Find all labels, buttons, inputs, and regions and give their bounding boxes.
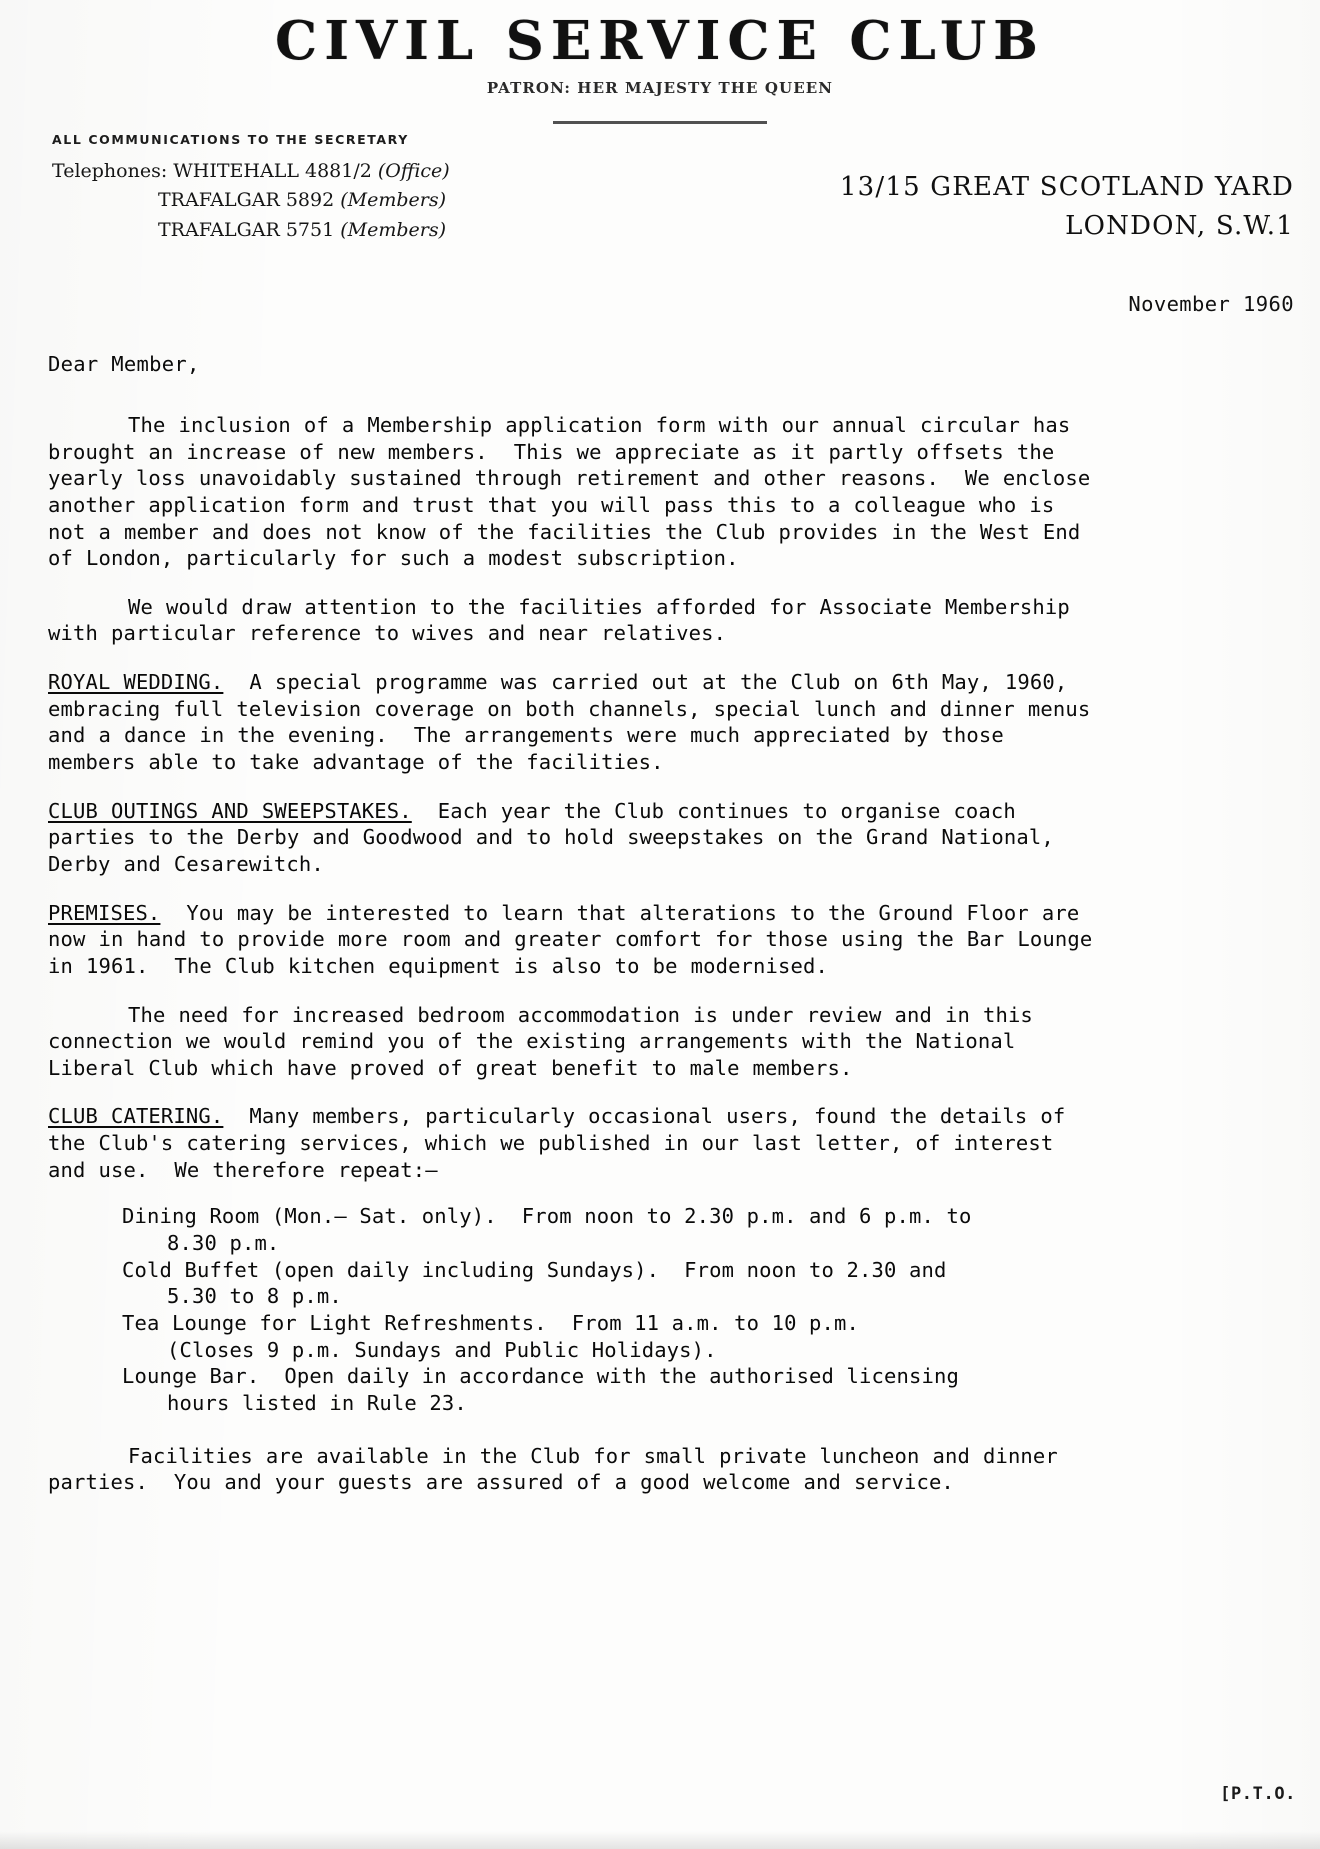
paragraph-membership <box>48 412 1104 572</box>
contact-block <box>52 132 512 245</box>
paragraph-associate-text: We would draw attention to the facilities afforded for Associate Membership with particular reference to wives and near relatives. <box>48 594 1083 646</box>
catering-item-cont: (Closes 9 p.m. Sundays and Public Holidays). <box>167 1337 717 1362</box>
section-premises <box>48 900 1106 980</box>
section-body-royal-wedding: A special programme was carried out at the Club on 6th May, 1960, embracing full television coverage on both channels, special lunch and dinner menus and a dance in the evening. The arrangements were much appreciated by those members able to take advantage of the facilities. <box>48 670 1104 775</box>
paragraph-associate <box>48 594 1100 647</box>
patron-line: PATRON: HER MAJESTY THE QUEEN <box>486 78 834 97</box>
catering-list <box>48 1203 1100 1416</box>
catering-item-cont: 8.30 p.m. <box>167 1231 280 1256</box>
pto-marker: [P.T.O. <box>1220 1784 1296 1804</box>
paragraph-bedroom <box>48 1002 1100 1082</box>
section-royal-wedding <box>48 669 1104 776</box>
salutation: Dear Member, <box>48 352 200 376</box>
section-heading-royal-wedding: ROYAL WEDDING. <box>48 670 224 695</box>
address-line-2: LONDON, S.W.1 <box>1065 211 1294 241</box>
section-heading-premises: PREMISES. <box>48 900 161 925</box>
paragraph-membership-text: The inclusion of a Membership application form with our annual circular has brought an increase of new members. This we appreciate as it partly offsets the yearly loss unavoidably sustained through retirement and other reasons. We enclose another application form and trust that you will pass this to a colleague who is not a member and does not know of the facilities the Club provides in the West End of London, particularly for such a modest subscription. <box>48 413 1104 571</box>
section-club-outings <box>48 798 1100 878</box>
catering-item-main: Tea Lounge for Light Refreshments. From 11 a.m. to 10 p.m. <box>122 1310 860 1335</box>
phone-number-members-1: TRAFALGAR 5892 <box>158 189 335 212</box>
catering-item-cont: 5.30 to 8 p.m. <box>167 1284 342 1309</box>
page-bottom-shadow <box>0 1831 1320 1849</box>
phone-line-office <box>52 157 512 186</box>
phone-line-members-2 <box>52 216 512 245</box>
phone-line-members-1 <box>52 186 512 215</box>
section-heading-club-outings: CLUB OUTINGS AND SWEEPSTAKES. <box>48 798 412 823</box>
phone-label-office: Telephones: <box>52 160 168 182</box>
club-title: CIVIL SERVICE CLUB <box>275 10 1045 72</box>
catering-item-main: Cold Buffet (open daily including Sundays). From noon to 2.30 and <box>122 1257 947 1282</box>
address-block <box>840 168 1294 246</box>
paragraph-private-parties <box>48 1443 1100 1496</box>
phone-number-office: WHITEHALL 4881/2 <box>173 160 372 182</box>
phone-note-members-1: (Members) <box>340 189 446 212</box>
list-item <box>48 1257 1100 1310</box>
list-item <box>48 1310 1100 1363</box>
section-club-catering <box>48 1103 1100 1183</box>
catering-item-cont: hours listed in Rule 23. <box>167 1390 467 1415</box>
letter-date: November 1960 <box>1128 292 1294 316</box>
header-divider <box>553 121 767 124</box>
phone-note-office: (Office) <box>377 160 450 182</box>
catering-item-main: Dining Room (Mon.— Sat. only). From noon to 2.30 p.m. and 6 p.m. to <box>122 1204 972 1229</box>
communications-note: ALL COMMUNICATIONS TO THE SECRETARY <box>52 132 409 147</box>
catering-item-main: Lounge Bar. Open daily in accordance with the authorised licensing <box>122 1364 959 1389</box>
letter-body <box>48 352 1106 1518</box>
section-heading-club-catering: CLUB CATERING. <box>48 1104 224 1129</box>
paragraph-private-parties-text: Facilities are available in the Club for small private luncheon and dinner parties. You and your guests are assured of a good welcome and service. <box>48 1443 1071 1495</box>
list-item <box>48 1363 1100 1416</box>
section-body-club-outings: Each year the Club continues to organise coach parties to the Derby and Goodwood and to hold sweepstakes on the Grand National, Derby and Cesarewitch. <box>48 798 1067 876</box>
paragraph-bedroom-text: The need for increased bedroom accommodation is under review and in this connection we would remind you of the existing arrangements with the National Liberal Club which have proved of great benefit to male members. <box>48 1002 1046 1080</box>
letterhead <box>0 10 1320 124</box>
phone-number-members-2: TRAFALGAR 5751 <box>158 218 335 241</box>
section-body-club-catering: Many members, particularly occasional users, found the details of the Club's catering services, which we published in our last letter, of interest and use. We therefore repeat:— <box>48 1104 1079 1182</box>
section-body-premises: You may be interested to learn that alterations to the Ground Floor are now in hand to provide more room and greater comfort for those using the Bar Lounge in 1961. The Club kitchen equipment is also to be modernised. <box>48 900 1106 978</box>
phone-note-members-2: (Members) <box>340 218 446 241</box>
address-line-1: 13/15 GREAT SCOTLAND YARD <box>839 172 1294 202</box>
list-item <box>48 1203 1100 1256</box>
